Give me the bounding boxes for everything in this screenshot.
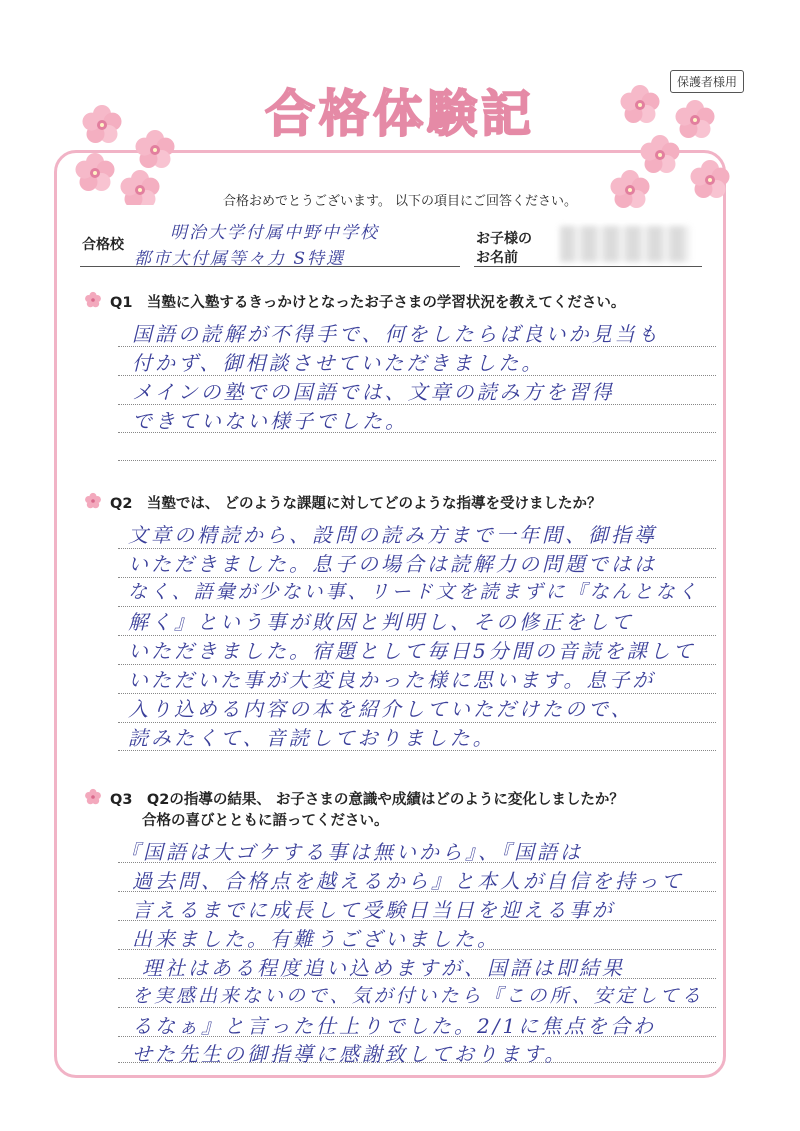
q3-flower-icon <box>80 784 106 810</box>
q1-answer-line: 国語の読解が不得手で、何をしたらば良いか見当も <box>132 322 661 346</box>
q2-flower-icon <box>80 488 106 514</box>
q3-answer-line: 過去問、合格点を越えるから』と本人が自信を持って <box>132 869 684 893</box>
q2-answer-line: 入り込める内容の本を紹介していただけたので、 <box>128 697 634 721</box>
school-name-1: 明治大学付属中野中学校 <box>170 223 379 243</box>
q3-answer-line: せた先生の御指導に感謝致しております。 <box>132 1042 568 1066</box>
guardian-tag: 保護者様用 <box>670 70 744 93</box>
q1-answer-line: 付かず、御相談させていただきました。 <box>132 351 545 375</box>
q3-answer-line: るなぁ』と言った仕上りでした。2/1に焦点を合わ <box>132 1014 657 1038</box>
school-name-2: 都市大付属等々力 S特選 <box>134 249 346 269</box>
page-title: 合格体験記 <box>265 84 535 143</box>
q3-answer-line: 『国語は大ゴケする事は無いから』、『国語は <box>120 840 583 864</box>
q1-answer-line: メインの塾での国語では、文章の読み方を習得 <box>132 380 615 404</box>
q3-question-sub: 合格の喜びとともに語ってください。 <box>142 813 389 829</box>
q2-answer-line: 文章の精読から、設問の読み方まで一年間、御指導 <box>128 523 657 547</box>
school-label: 合格校 <box>82 237 124 253</box>
q3-answer-line: 理社はある程度追い込めますが、国語は即結果 <box>142 956 625 980</box>
blossom-left-decoration <box>60 95 190 205</box>
q2-question: Q2 当塾では、 どのような課題に対してどのような指導を受けましたか？ <box>110 496 602 512</box>
name-underline <box>474 266 702 267</box>
q2-answer-line: いただきました。宿題として毎日5分間の音読を課して <box>128 639 696 663</box>
q3-question: Q3 Q2の指導の結果、 お子さまの意識や成績はどのように変化しましたか？ <box>110 792 624 808</box>
q1-answer-line: できていない様子でした。 <box>132 409 408 433</box>
q2-answer-line: 読みたくて、音読しておりました。 <box>128 726 496 750</box>
q3-answer-line: 出来ました。有難うございました。 <box>132 927 500 951</box>
child-name-label-1: お子様の <box>476 231 532 247</box>
redacted-name <box>560 226 690 262</box>
q1-flower-icon <box>80 287 106 313</box>
q3-answer-line: 言えるまでに成長して受験日当日を迎える事が <box>132 898 615 922</box>
school-underline <box>80 266 460 267</box>
q1-question: Q1 当塾に入塾するきっかけとなったお子さまの学習状況を教えてください。 <box>110 295 626 311</box>
q2-answer-line: いただいた事が大変良かった様に思います。息子が <box>128 668 656 692</box>
intro-text: 合格おめでとうございます。 以下の項目にご回答ください。 <box>222 194 578 209</box>
q1-rule <box>118 460 716 461</box>
q2-answer-line: 解く』という事が敗因と判明し、その修正をして <box>128 610 634 634</box>
q2-answer-line: なく、語彙が少ない事、リード文を読まずに『なんとなく <box>128 581 700 603</box>
child-name-label-2: お名前 <box>476 250 518 266</box>
q3-answer-line: を実感出来ないので、気が付いたら『この所、安定してる <box>132 985 704 1007</box>
q2-answer-line: いただきました。息子の場合は読解力の問題ではは <box>128 552 657 576</box>
